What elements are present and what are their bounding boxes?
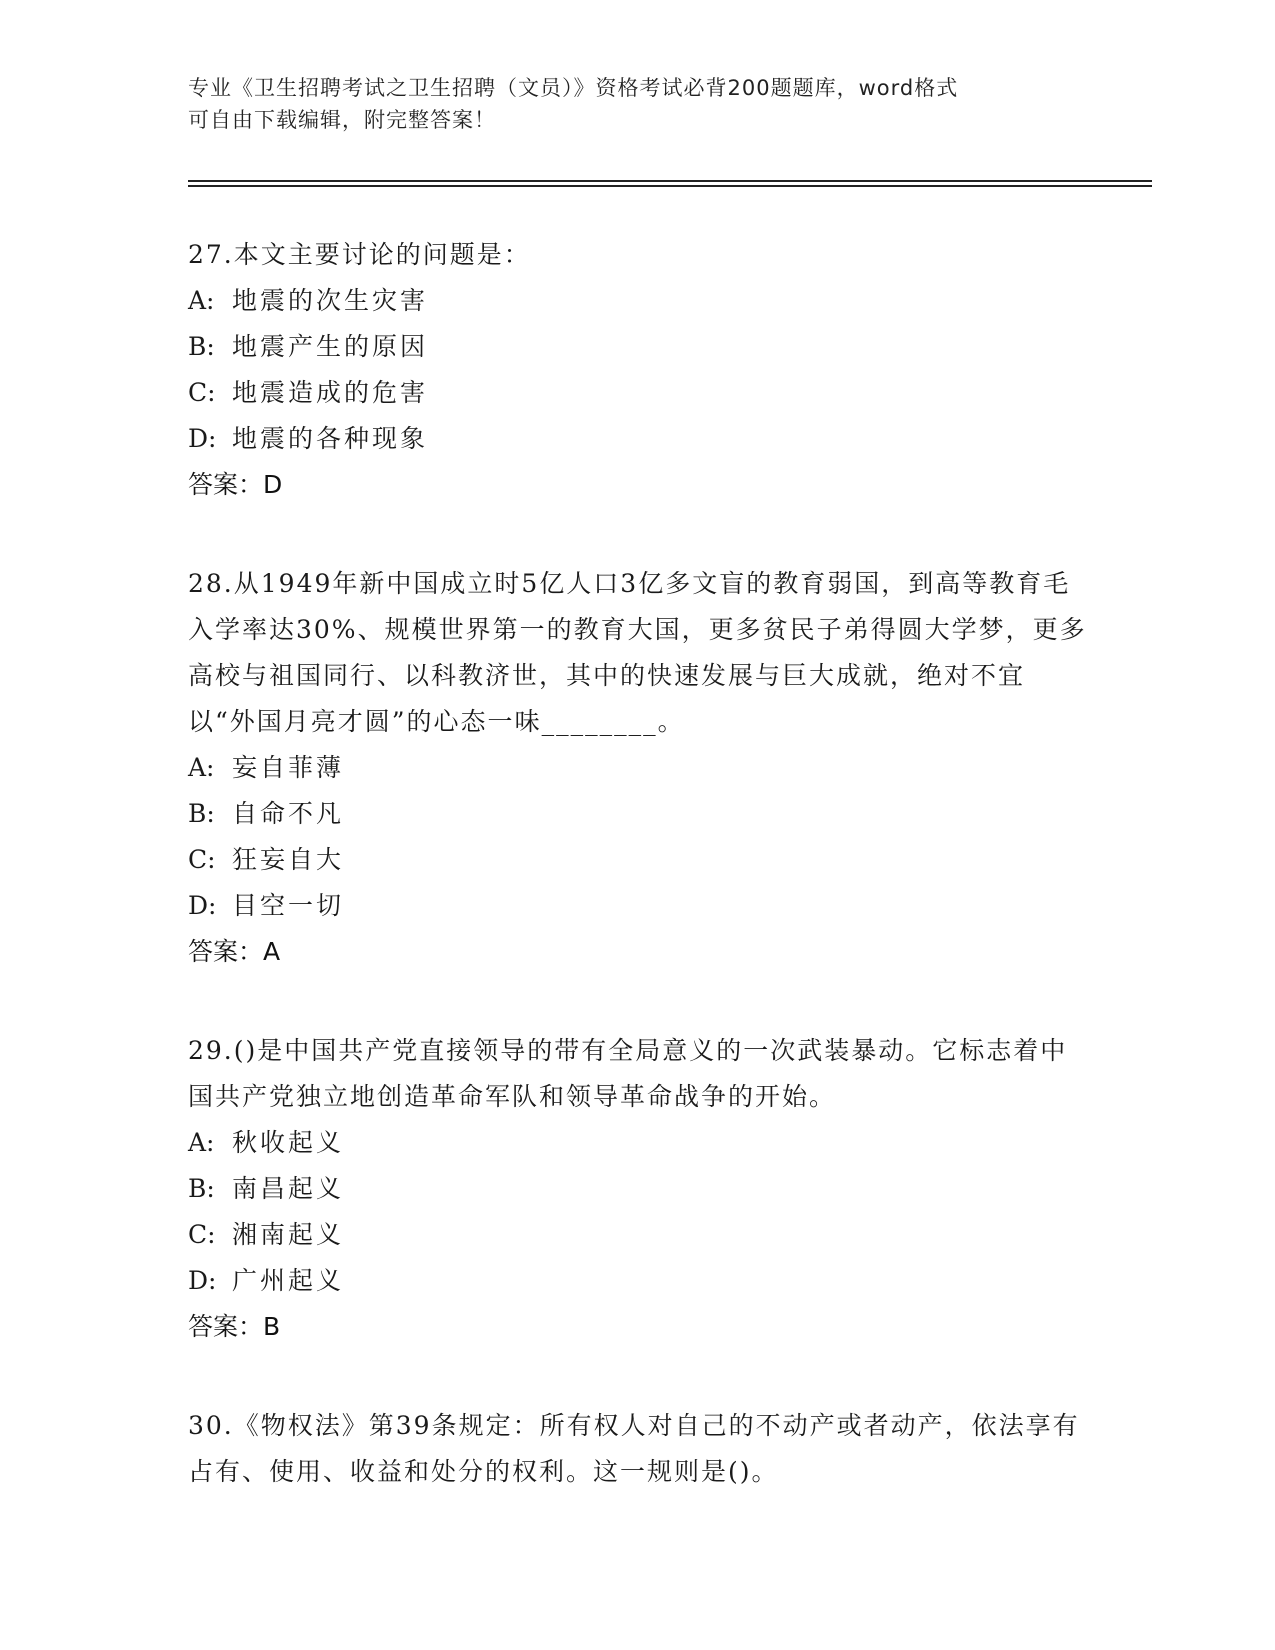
option-b — [188, 1166, 1088, 1212]
option-text: 妄自菲薄 — [232, 753, 345, 782]
question-27 — [188, 232, 1088, 508]
option-d — [188, 883, 1088, 929]
answer-label: 答案：B — [188, 1312, 281, 1341]
option-text: 湘南起义 — [232, 1220, 345, 1249]
question-28 — [188, 561, 1088, 975]
header-divider-bottom — [188, 185, 1152, 187]
option-b — [188, 324, 1088, 370]
option-text: 秋收起义 — [232, 1128, 345, 1157]
option-text: 地震的各种现象 — [232, 424, 429, 453]
option-text: 狂妄自大 — [232, 845, 345, 874]
question-29 — [188, 1028, 1088, 1350]
question-stem: 29.()是中国共产党直接领导的带有全局意义的一次武装暴动。它标志着中国共产党独立地创造革命军队和领导革命战争的开始。 — [188, 1036, 1068, 1111]
question-30 — [188, 1403, 1088, 1495]
option-a — [188, 745, 1088, 791]
option-c — [188, 1212, 1088, 1258]
option-c — [188, 837, 1088, 883]
option-text: 南昌起义 — [232, 1174, 345, 1203]
option-key: B: — [188, 1174, 215, 1203]
header-line-2: 可自由下载编辑，附完整答案！ — [188, 108, 496, 132]
option-text: 自命不凡 — [232, 799, 345, 828]
question-stem: 30.《物权法》第39条规定：所有权人对自己的不动产或者动产，依法享有占有、使用、收益和处分的权利。这一规则是()。 — [188, 1411, 1080, 1486]
option-a — [188, 1120, 1088, 1166]
question-stem: 28.从1949年新中国成立时5亿人口3亿多文盲的教育弱国，到高等教育毛入学率达30%、规模世界第一的教育大国，更多贫民子弟得圆大学梦，更多高校与祖国同行、以科教济世，其中的快速发展与巨大成就，绝对不宜以“外国月亮才圆”的心态一味________。 — [188, 569, 1087, 736]
option-a — [188, 278, 1088, 324]
option-c — [188, 370, 1088, 416]
option-b — [188, 791, 1088, 837]
document-header — [188, 72, 1088, 136]
header-line-1: 专业《卫生招聘考试之卫生招聘（文员）》资格考试必背200题题库，word格式 — [188, 76, 959, 100]
option-d — [188, 1258, 1088, 1304]
header-divider-top — [188, 180, 1152, 182]
option-text: 地震造成的危害 — [232, 378, 429, 407]
option-key: A: — [188, 1128, 215, 1157]
option-key: C: — [188, 845, 216, 874]
question-list — [188, 232, 1088, 1548]
option-key: D: — [188, 891, 217, 920]
option-key: A: — [188, 286, 215, 315]
option-key: D: — [188, 1266, 217, 1295]
option-text: 目空一切 — [232, 891, 345, 920]
option-d — [188, 416, 1088, 462]
option-key: A: — [188, 753, 215, 782]
option-key: B: — [188, 799, 215, 828]
option-key: D: — [188, 424, 217, 453]
option-text: 地震的次生灾害 — [232, 286, 429, 315]
option-key: B: — [188, 332, 215, 361]
answer-label: 答案：A — [188, 937, 281, 966]
option-key: C: — [188, 1220, 216, 1249]
question-stem: 27.本文主要讨论的问题是： — [188, 240, 531, 269]
answer-label: 答案：D — [188, 470, 283, 499]
option-text: 广州起义 — [232, 1266, 345, 1295]
option-text: 地震产生的原因 — [232, 332, 429, 361]
option-key: C: — [188, 378, 216, 407]
